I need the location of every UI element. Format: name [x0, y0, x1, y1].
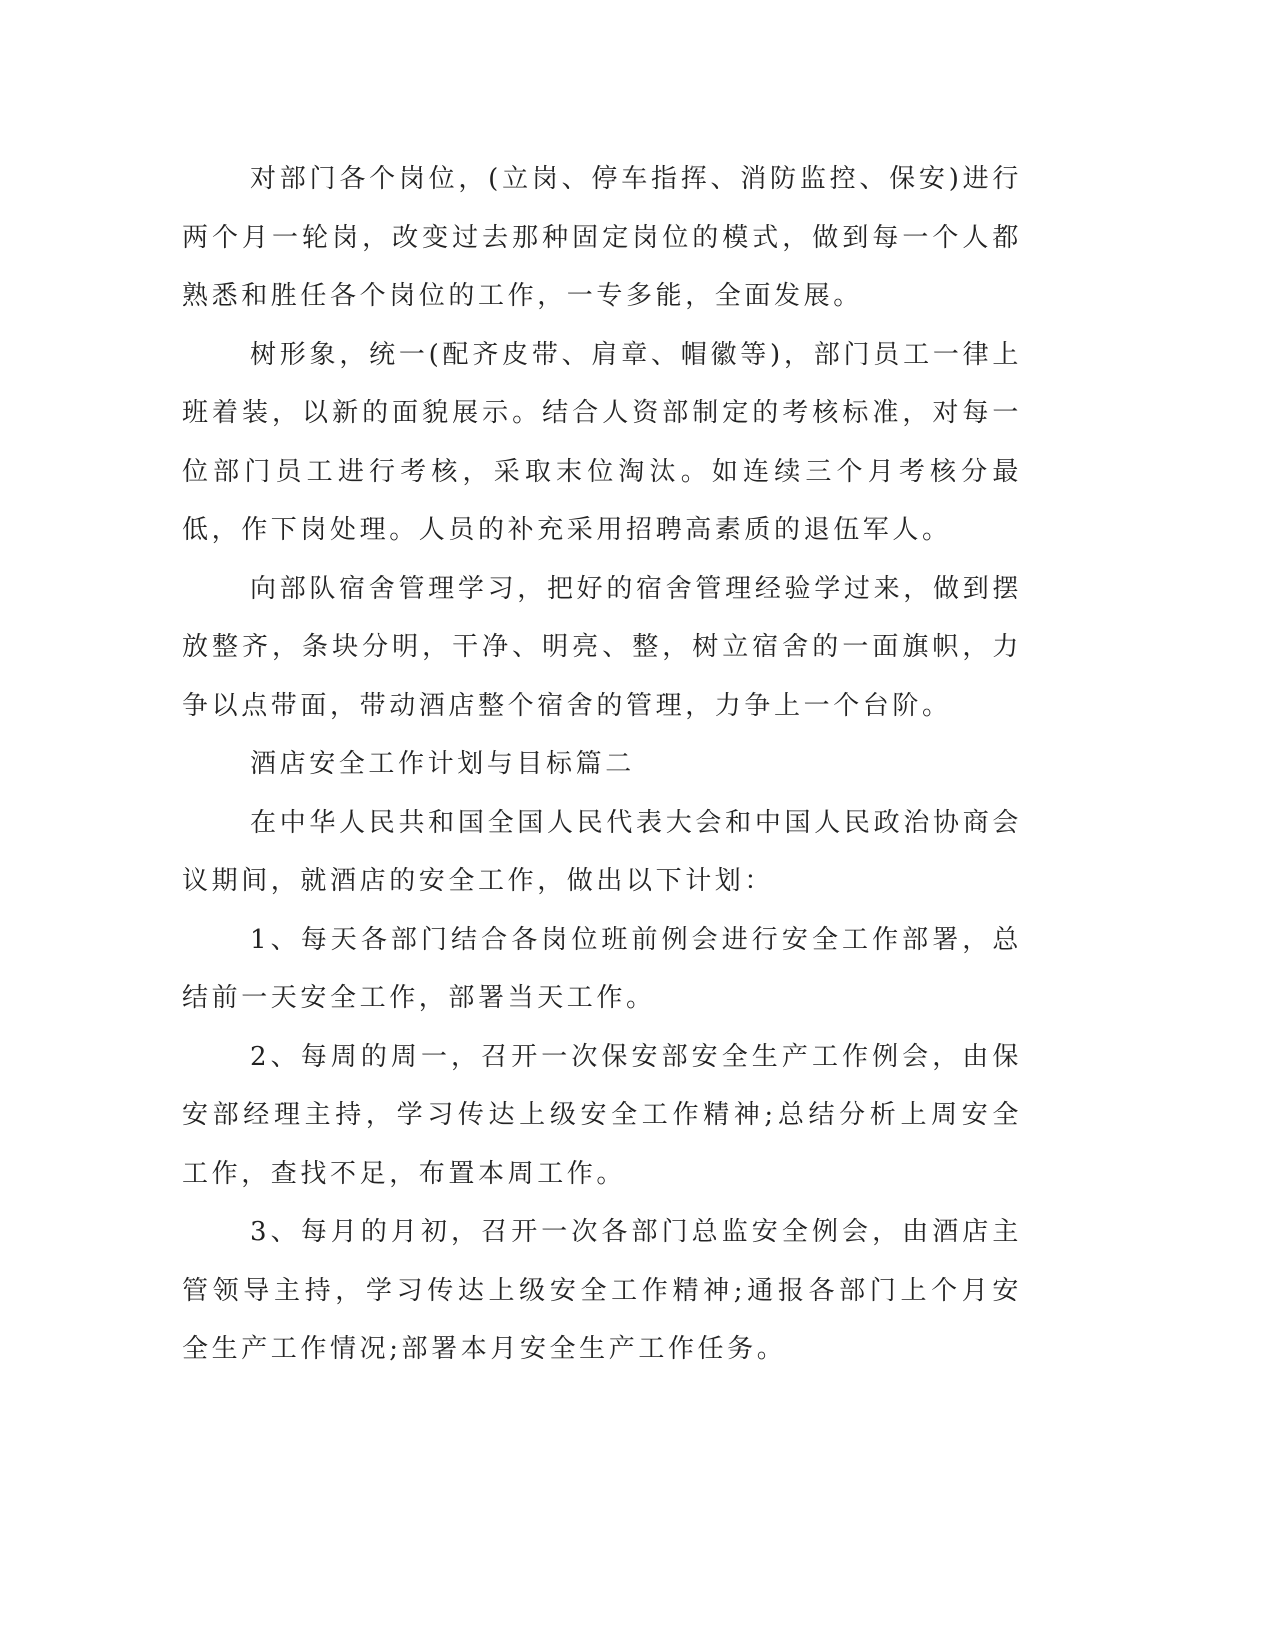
paragraph-image-standards: 树形象，统一(配齐皮带、肩章、帽徽等)，部门员工一律上班着装，以新的面貌展示。结合人资部制定的考核标准，对每一位部门员工进行考核，采取末位淘汰。如连续三个月考核分最低，作下岗处理。人员的补充采用招聘高素质的退伍军人。: [182, 339, 1022, 545]
paragraph-dormitory-management: 向部队宿舍管理学习，把好的宿舍管理经验学过来，做到摆放整齐，条块分明，干净、明亮、整，树立宿舍的一面旗帜，力争以点带面，带动酒店整个宿舍的管理，力争上一个台阶。: [182, 573, 1022, 721]
list-item-daily: 1、每天各部门结合各岗位班前例会进行安全工作部署，总结前一天安全工作，部署当天工作。: [182, 924, 1022, 1013]
list-item-weekly: 2、每周的周一，召开一次保安部安全生产工作例会，由保安部经理主持，学习传达上级安全工作精神;总结分析上周安全工作，查找不足，布置本周工作。: [182, 1041, 1022, 1189]
document-page: [182, 150, 1022, 1379]
list-item-monthly: 3、每月的月初，召开一次各部门总监安全例会，由酒店主管领导主持，学习传达上级安全工作精神;通报各部门上个月安全生产工作情况;部署本月安全生产工作任务。: [182, 1217, 1022, 1364]
paragraph-intro: 在中华人民共和国全国人民代表大会和中国人民政治协商会议期间，就酒店的安全工作，做出以下计划：: [182, 807, 1022, 896]
section-heading: 酒店安全工作计划与目标篇二: [250, 749, 635, 779]
paragraph-job-rotation: 对部门各个岗位，(立岗、停车指挥、消防监控、保安)进行两个月一轮岗，改变过去那种固定岗位的模式，做到每一个人都熟悉和胜任各个岗位的工作，一专多能，全面发展。: [182, 164, 1022, 311]
